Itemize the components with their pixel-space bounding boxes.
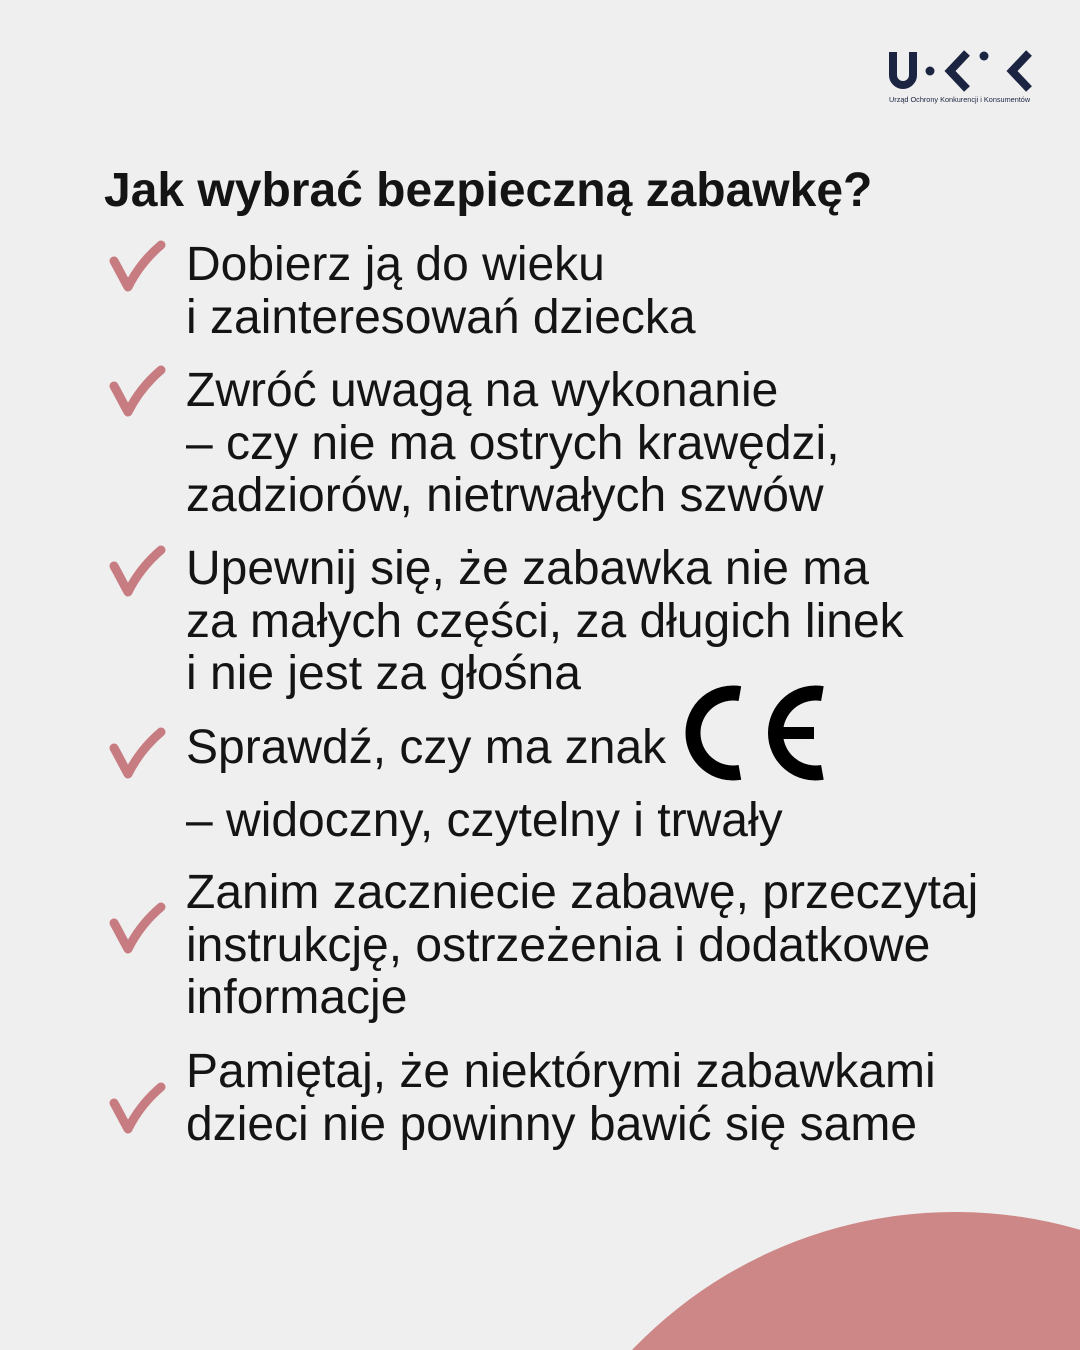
item-line: – czy nie ma ostrych krawędzi, [186,416,840,470]
page-title: Jak wybrać bezpieczną zabawkę? [104,164,873,217]
item-text [186,867,1068,1025]
check-icon [108,902,166,956]
list-item [108,867,1068,1025]
list-item [108,543,1068,701]
check-icon [108,240,166,294]
list-item [108,239,1068,344]
list-item [108,365,1068,523]
item-line: – widoczny, czytelny i trwały [186,794,783,847]
item-line: i nie jest za głośna [186,647,581,700]
item-line: Sprawdź, czy ma znak [186,721,667,774]
item-text [186,365,1068,523]
item-line: Zwróć uwagą na wykonanie [186,364,779,417]
uokik-logo [886,48,1036,94]
logo-caption: Urząd Ochrony Konkurencji i Konsumentów [889,95,1031,104]
item-line: dzieci nie powinny bawić się same [186,1097,918,1151]
item-line: za małych części, za długich linek [186,594,904,648]
item-text [186,239,1068,344]
check-icon [108,1082,166,1136]
ce-mark-icon [684,683,826,783]
check-icon [108,365,166,419]
item-line: Dobierz ją do wieku [186,238,605,291]
check-icon [108,545,166,599]
item-line: instrukcję, ostrzeżenia i dodatkowe [186,918,931,972]
item-line: zadziorów, nietrwałych szwów [186,469,824,522]
item-text [186,543,1068,701]
item-line: Pamiętaj, że niektórymi zabawkami [186,1045,936,1098]
check-icon [108,727,166,781]
item-line: informacje [186,971,408,1024]
list-item [108,722,1068,848]
item-text [186,722,1068,848]
item-text [186,1046,1068,1151]
list-item [108,1046,1068,1151]
decorative-circle [620,1205,1080,1350]
item-line: Zanim zaczniecie zabawę, przeczytaj [186,866,979,919]
item-line: i zainteresowań dziecka [186,290,696,344]
item-line: Upewnij się, że zabawka nie ma [186,542,869,595]
